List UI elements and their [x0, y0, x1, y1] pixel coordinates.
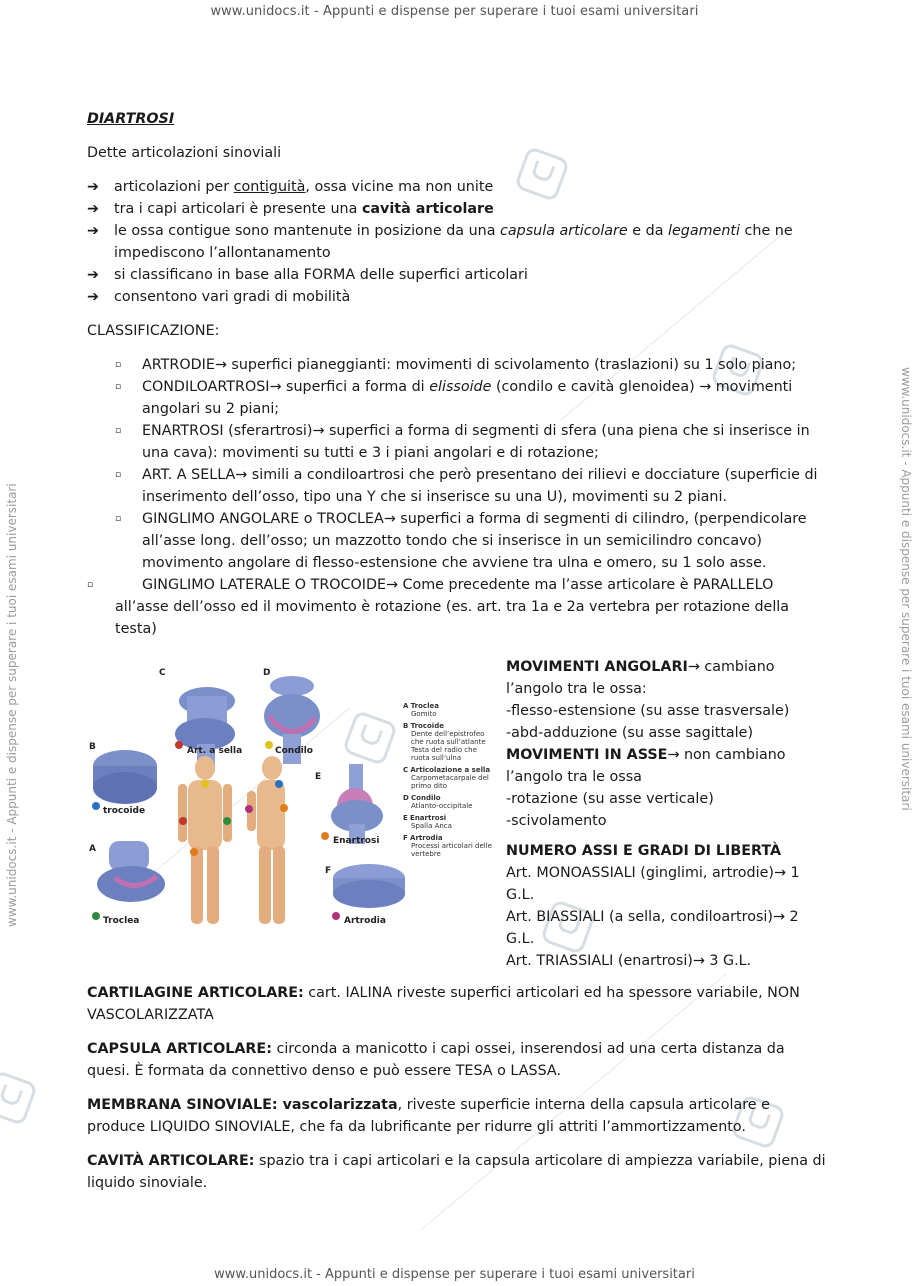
square-bullet-icon: ▫ — [115, 514, 122, 524]
dof-heading: NUMERO ASSI E GRADI DI LIBERTÀ — [506, 843, 782, 859]
figure-label-d: D — [263, 668, 271, 678]
subtitle: Dette articolazioni sinoviali — [87, 145, 282, 161]
paragraph-cartilagine: CARTILAGINE ARTICOLARE: cart. IALINA riveste superfici articolari ed ha spessore variabile, NON VASCOLARIZZATA — [87, 985, 800, 1023]
arrow-list — [87, 176, 827, 308]
list-item: ➔ consentono vari gradi di mobilità — [87, 286, 827, 308]
legend-item: C Articolazione a sella Carpometacarpale del primo dito — [403, 766, 491, 790]
paragraph-capsula: CAPSULA ARTICOLARE: circonda a manicotto i capi ossei, inserendosi ad una certa distanza da quesi. È formata da connettivo denso e può essere TESA o LASSA. — [87, 1041, 785, 1079]
caption-artrodia: Artrodia — [344, 916, 386, 926]
arrow-icon: ➔ — [87, 289, 99, 305]
section-heading: CLASSIFICAZIONE: — [87, 323, 220, 339]
movements-text: MOVIMENTI ANGOLARI→ cambiano l’angolo tra le ossa: -flesso-estensione (su asse trasversale) -abd-adduzione (su asse sagittale) MOVIMENTI IN ASSE→ non cambiano l’angolo tra le ossa -rotazione (su asse verticale) -scivolamento NUMERO ASSI E GRADI DI LIBERTÀ Art. MONOASSIALI (ginglimi, artrodie)→ 1 G.L. Art. BIASSIALI (a sella, condiloartrosi)→ 2 G.L. Art. TRIASSIALI (enartrosi)→ 3 G.L. — [506, 656, 826, 972]
square-bullet-icon: ▫ — [87, 580, 94, 590]
caption-enartrosi: Enartrosi — [333, 836, 380, 846]
square-bullet-icon: ▫ — [115, 382, 122, 392]
legend-item: F Artrodia Processi articolari delle vertebre — [403, 834, 492, 858]
page-footer[interactable]: www.unidocs.it - Appunti e dispense per superare i tuoi esami universitari — [214, 1267, 695, 1282]
caption-sella: Art. a sella — [187, 746, 243, 756]
document-body — [87, 108, 827, 1206]
list-item: ➔ le ossa contigue sono mantenute in posizione da una capsula articolare e da legamenti che ne impediscono l’allontanamento — [87, 220, 827, 264]
list-item: ▫ CONDILOARTROSI→ superfici a forma di elissoide (condilo e cavità glenoidea) → movimenti angolari su 2 piani; — [115, 376, 827, 420]
figure-label-a: A — [89, 844, 96, 854]
arrow-icon: ➔ — [87, 179, 99, 195]
caption-troclea: Troclea — [103, 916, 140, 926]
figure-row — [87, 656, 827, 972]
marker-dot-sella — [175, 741, 183, 749]
square-bullet-icon: ▫ — [115, 360, 122, 370]
list-item: ▫ ART. A SELLA→ simili a condiloartrosi che però presentano dei rilievi e docciature (superficie di inserimento dell’osso, tipo una Y che si inserisce su una U), movimenti su 2 piani. — [115, 464, 827, 508]
square-bullet-icon: ▫ — [115, 426, 122, 436]
marker-dot-troclea — [92, 912, 100, 920]
arrow-icon: ➔ — [87, 201, 99, 217]
legend-item: E Enartrosi Spalla Anca — [403, 814, 452, 830]
side-watermark-left: www.unidocs.it - Appunti e dispense per superare i tuoi esami universitari — [5, 483, 19, 927]
marker-dot-trocoide — [92, 802, 100, 810]
unidocs-logo-icon — [0, 1070, 38, 1126]
legend — [403, 702, 495, 858]
list-item: ➔ tra i capi articolari è presente una cavità articolare — [87, 198, 827, 220]
list-item: ▫ GINGLIMO LATERALE O TROCOIDE→ Come precedente ma l’asse articolare è PARALLELO all’asse dell’osso ed il movimento è rotazione (es. art. tra 1a e 2a vertebra per rotazione della testa) — [115, 574, 827, 640]
caption-condilo: Condilo — [275, 746, 313, 756]
joint-types-figure — [87, 656, 497, 938]
legend-item: A Troclea Gomito — [403, 702, 439, 718]
caption-trocoide: trocoide — [103, 806, 146, 816]
list-item: ▫ ENARTROSI (sferartrosi)→ superfici a forma di segmenti di sfera (una piena che si inserisce in una cava): movimenti su tutti e 3 i piani angolari e di rotazione; — [115, 420, 827, 464]
list-item: ▫ ARTRODIE→ superfici pianeggianti: movimenti di scivolamento (traslazioni) su 1 solo piano; — [115, 354, 827, 376]
figure-label-f: F — [325, 866, 332, 876]
page-header[interactable]: www.unidocs.it - Appunti e dispense per superare i tuoi esami universitari — [210, 4, 699, 19]
paragraph-cavita: CAVITÀ ARTICOLARE: spazio tra i capi articolari e la capsula articolare di ampiezza variabile, piena di liquido sinoviale. — [87, 1153, 826, 1191]
page-title: DIARTROSI — [87, 111, 175, 127]
axial-movements: MOVIMENTI IN ASSE→ non cambiano l’angolo tra le ossa — [506, 747, 786, 785]
angular-movements: MOVIMENTI ANGOLARI→ cambiano l’angolo tra le ossa: — [506, 659, 775, 697]
paragraph-membrana: MEMBRANA SINOVIALE: vascolarizzata, riveste superficie interna della capsula articolare e produce LIQUIDO SINOVIALE, che fa da lubrificante per ridurre gli attriti l’ammortizzamento. — [87, 1097, 770, 1135]
arrow-icon: ➔ — [87, 267, 99, 283]
list-item: ▫ GINGLIMO ANGOLARE o TROCLEA→ superfici a forma di segmenti di cilindro, (perpendicolare all’asse long. dell’osso; un mazzotto tondo che si inserisce in un semicilindro concavo) movimento angolare di flesso-estensione che avviene tra ulna e omero, su 1 solo asse. — [115, 508, 827, 574]
figure-label-c: C — [159, 668, 166, 678]
arrow-icon: ➔ — [87, 223, 99, 239]
classification-list — [87, 354, 827, 640]
marker-dot-enartrosi — [321, 832, 329, 840]
legend-item: D Condilo Atlanto-occipitale — [403, 794, 473, 810]
figure-label-b: B — [89, 742, 96, 752]
list-item: ➔ si classificano in base alla FORMA delle superfici articolari — [87, 264, 827, 286]
marker-dot-condilo — [265, 741, 273, 749]
square-bullet-icon: ▫ — [115, 470, 122, 480]
marker-dot-artrodia — [332, 912, 340, 920]
legend-item: B Trocoide Dente dell’epistrofeo che ruota sull’atlante Testa del radio che ruota sull’ulna — [403, 722, 486, 762]
figure-label-e: E — [315, 772, 322, 782]
list-item: ➔ articolazioni per contiguità, ossa vicine ma non unite — [87, 176, 827, 198]
side-watermark-right: www.unidocs.it - Appunti e dispense per superare i tuoi esami universitari — [899, 367, 913, 811]
